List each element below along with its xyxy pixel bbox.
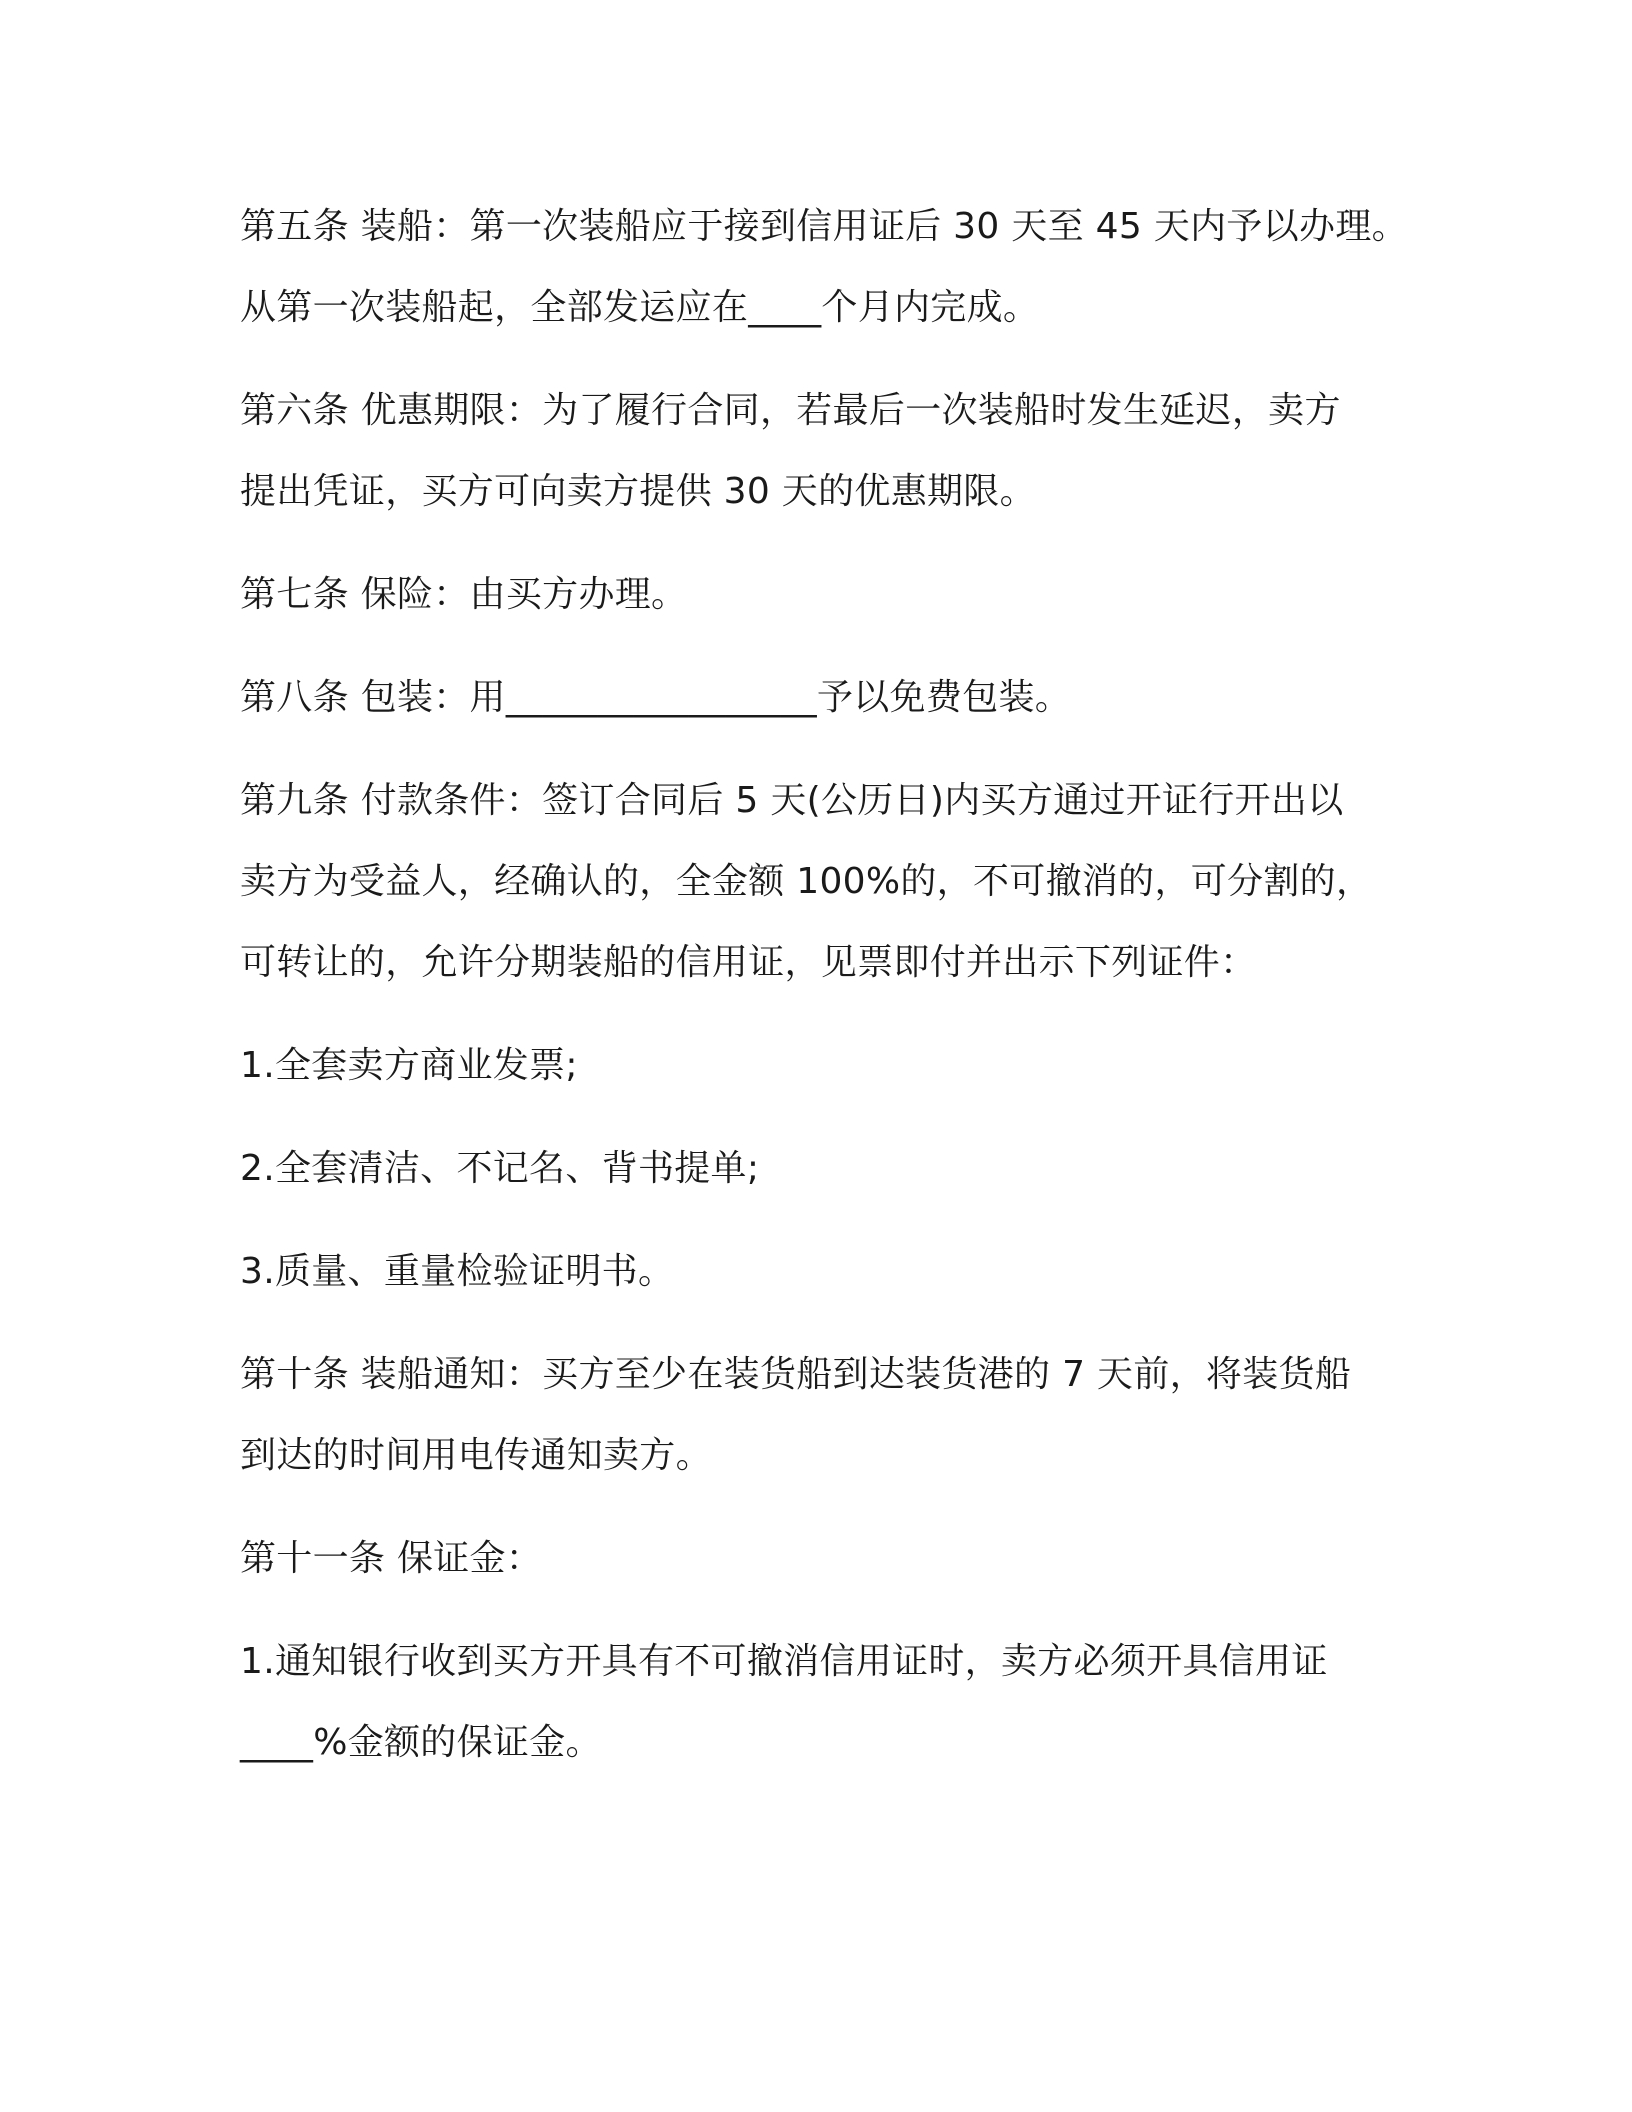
clause-8-packing (240, 657, 1420, 738)
text-line: 卖方为受益人，经确认的，全金额 100%的，不可撤消的，可分割的， (240, 861, 1373, 902)
clause-7-insurance (240, 554, 1420, 635)
text-line: 可转让的，允许分期装船的信用证，见票即付并出示下列证件： (240, 942, 1257, 983)
text-line: 到达的时间用电传通知卖方。 (240, 1435, 712, 1476)
text-line: 第九条 付款条件：签订合同后 5 天(公历日)内买方通过开证行开出以 (240, 780, 1344, 821)
clause-6-grace-period (240, 370, 1420, 532)
list-item-deposit-amount (240, 1621, 1420, 1783)
clause-10-shipping-notice (240, 1334, 1420, 1496)
text-line: 第七条 保险：由买方办理。 (240, 574, 688, 615)
text-line: 3.质量、重量检验证明书。 (240, 1251, 675, 1292)
text-line: 第六条 优惠期限：为了履行合同，若最后一次装船时发生延迟，卖方 (240, 390, 1341, 431)
clause-9-payment-terms (240, 760, 1420, 1003)
clause-11-deposit (240, 1518, 1420, 1599)
text-line: 第十一条 保证金： (240, 1538, 543, 1579)
text-line: 提出凭证，买方可向卖方提供 30 天的优惠期限。 (240, 471, 1036, 512)
text-line: ____%金额的保证金。 (240, 1722, 602, 1763)
list-item-inspection-certificate (240, 1231, 1420, 1312)
text-line: 第五条 装船：第一次装船应于接到信用证后 30 天至 45 天内予以办理。 (240, 206, 1408, 247)
text-line: 第十条 装船通知：买方至少在装货船到达装货港的 7 天前，将装货船 (240, 1354, 1352, 1395)
text-line: 第八条 包装：用_________________予以免费包装。 (240, 677, 1072, 718)
clause-5-shipment (240, 186, 1420, 348)
text-line: 1.通知银行收到买方开具有不可撤消信用证时，卖方必须开具信用证 (240, 1641, 1328, 1682)
document-page (240, 186, 1420, 1805)
text-line: 2.全套清洁、不记名、背书提单; (240, 1148, 760, 1189)
text-line: 1.全套卖方商业发票; (240, 1045, 578, 1086)
list-item-bill-of-lading (240, 1128, 1420, 1209)
text-line: 从第一次装船起，全部发运应在____个月内完成。 (240, 287, 1040, 328)
list-item-invoice (240, 1025, 1420, 1106)
